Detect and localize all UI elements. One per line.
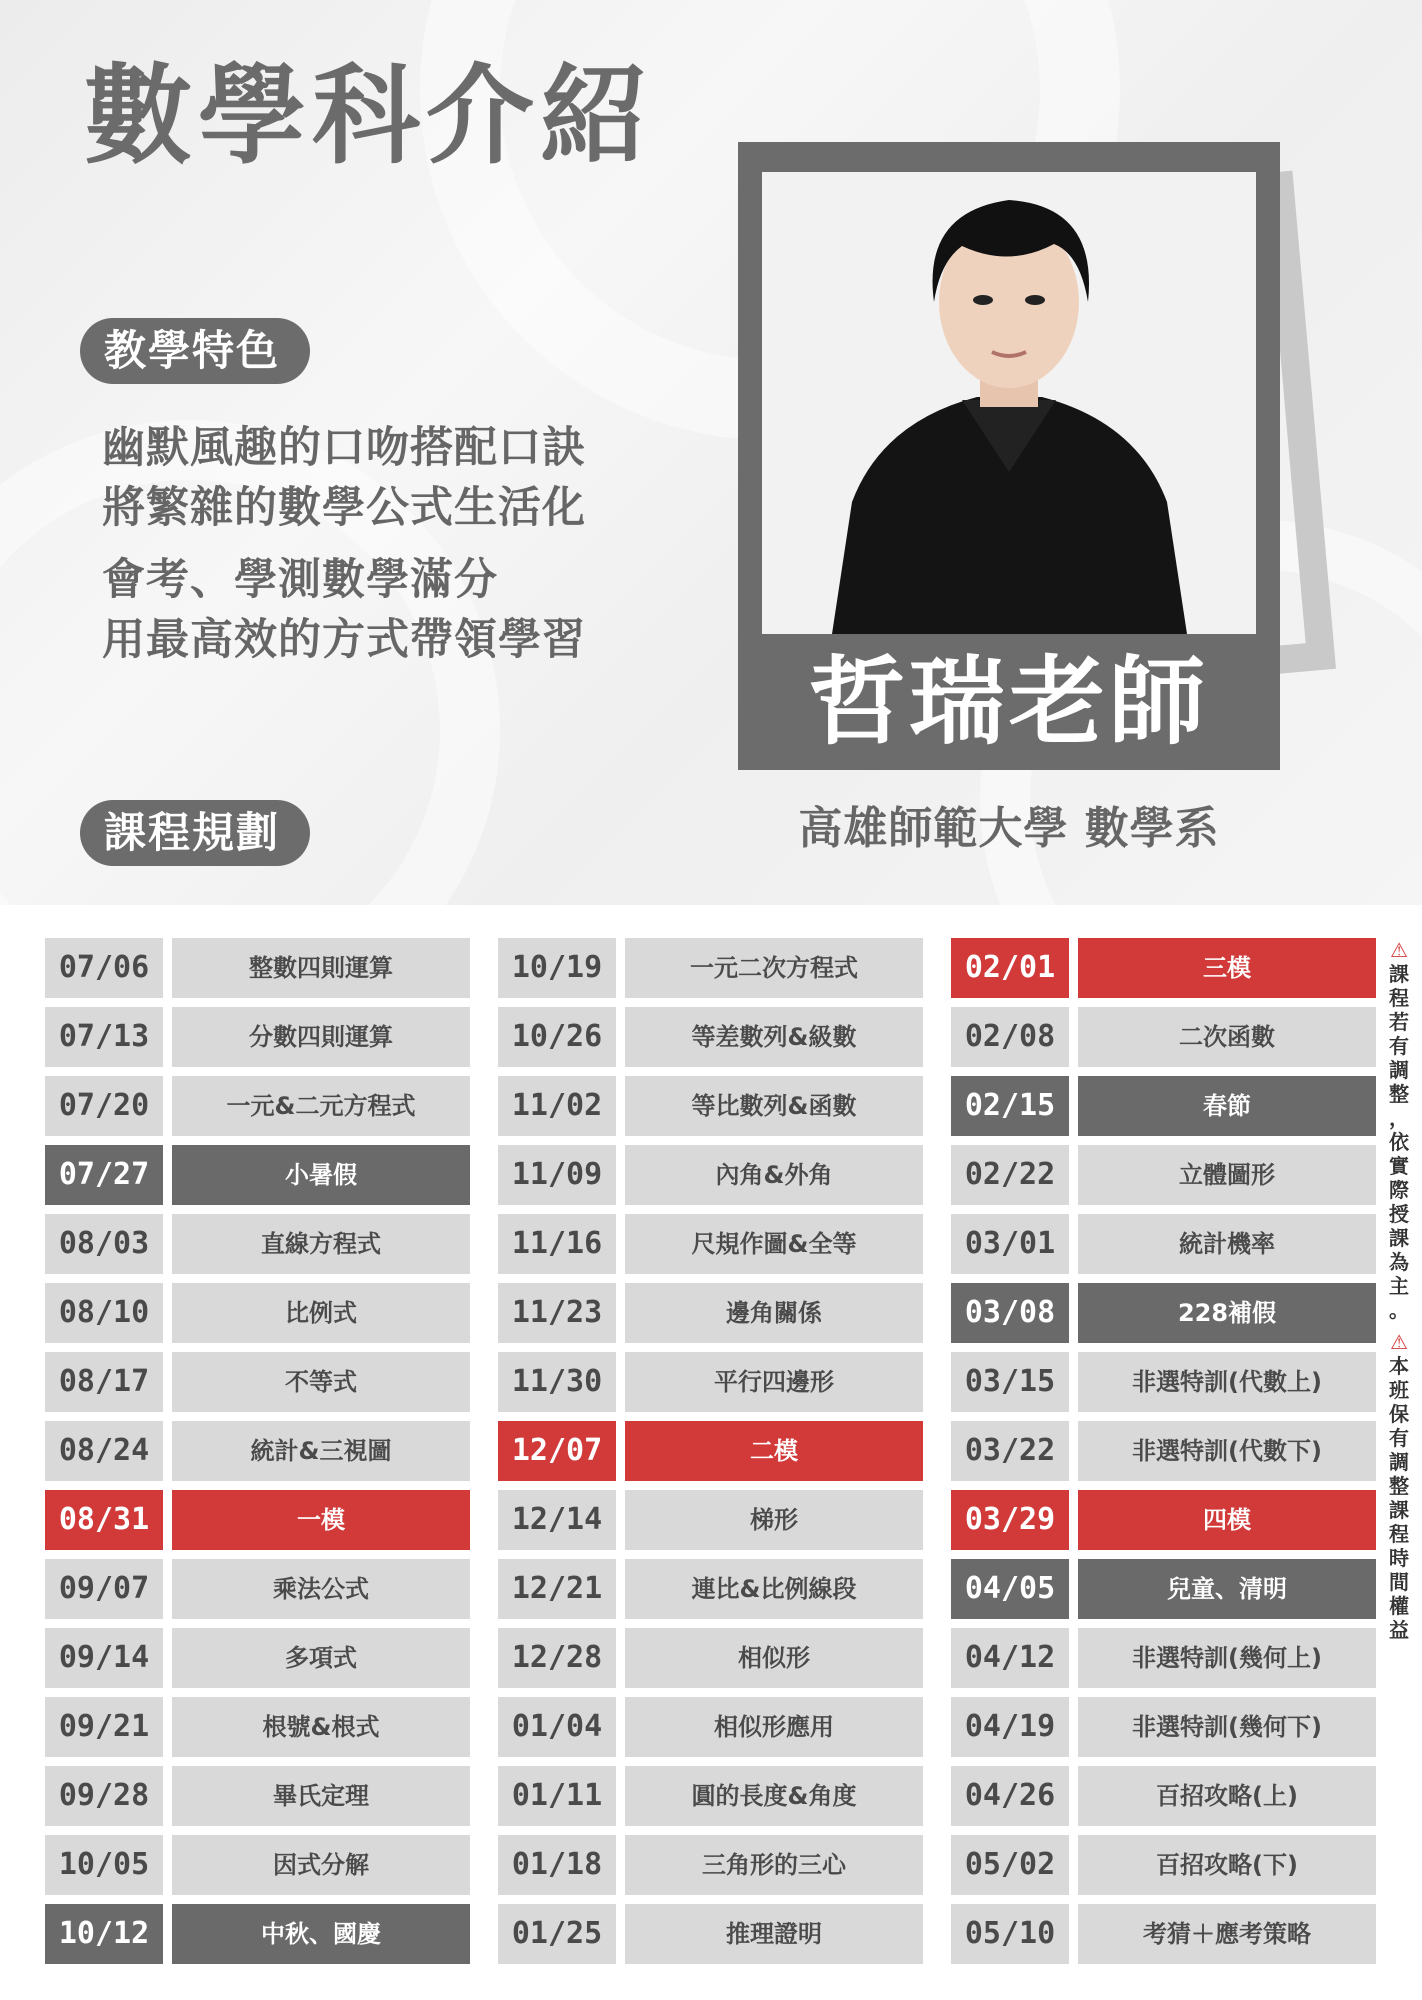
schedule-row <box>951 938 1376 998</box>
schedule-topic: 等差數列&級數 <box>625 1007 923 1067</box>
schedule-row <box>951 1628 1376 1688</box>
schedule-row <box>498 1904 923 1964</box>
schedule-date: 12/21 <box>498 1559 616 1619</box>
schedule-date: 08/24 <box>45 1421 163 1481</box>
schedule-date: 03/22 <box>951 1421 1069 1481</box>
feature-block-1 <box>102 418 586 538</box>
schedule-date: 08/10 <box>45 1283 163 1343</box>
schedule-topic: 春節 <box>1078 1076 1376 1136</box>
schedule-date: 03/15 <box>951 1352 1069 1412</box>
schedule-row <box>498 1145 923 1205</box>
schedule-topic: 梯形 <box>625 1490 923 1550</box>
schedule-row <box>45 1214 470 1274</box>
schedule-row <box>498 1559 923 1619</box>
schedule-topic: 圓的長度&角度 <box>625 1766 923 1826</box>
schedule-date: 01/25 <box>498 1904 616 1964</box>
schedule-row <box>45 1904 470 1964</box>
schedule-topic: 三角形的三心 <box>625 1835 923 1895</box>
schedule-row <box>498 1697 923 1757</box>
schedule-topic: 中秋、國慶 <box>172 1904 470 1964</box>
schedule-topic: 分數四則運算 <box>172 1007 470 1067</box>
schedule-date: 08/17 <box>45 1352 163 1412</box>
schedule-note-text: 本 班 保 有 調 整 課 程 時 間 權 益 <box>1389 1354 1409 1642</box>
schedule-row <box>45 1352 470 1412</box>
schedule-date: 10/05 <box>45 1835 163 1895</box>
schedule-topic: 一元二次方程式 <box>625 938 923 998</box>
schedule-row <box>45 1835 470 1895</box>
schedule-row <box>951 1697 1376 1757</box>
schedule-topic: 根號&根式 <box>172 1697 470 1757</box>
warning-icon: ⚠ <box>1390 938 1408 962</box>
schedule-date: 07/27 <box>45 1145 163 1205</box>
schedule-topic: 邊角關係 <box>625 1283 923 1343</box>
warning-icon: ⚠ <box>1390 1330 1408 1354</box>
schedule-note-text: 課 程 若 有 調 整 ， 依 實 際 授 課 為 主 。 <box>1389 962 1409 1322</box>
teacher-portrait-icon <box>762 172 1256 634</box>
schedule-row <box>45 1559 470 1619</box>
schedule-topic: 非選特訓(幾何下) <box>1078 1697 1376 1757</box>
schedule-topic: 平行四邊形 <box>625 1352 923 1412</box>
teacher-name: 哲瑞老師 <box>809 646 1209 758</box>
schedule-date: 10/26 <box>498 1007 616 1067</box>
schedule-row <box>951 1490 1376 1550</box>
schedule-row <box>498 1628 923 1688</box>
schedule-topic: 連比&比例線段 <box>625 1559 923 1619</box>
schedule-row <box>498 1490 923 1550</box>
schedule-row <box>45 1628 470 1688</box>
schedule-date: 03/29 <box>951 1490 1069 1550</box>
schedule-date: 10/12 <box>45 1904 163 1964</box>
schedule-topic: 二次函數 <box>1078 1007 1376 1067</box>
schedule-row <box>45 1076 470 1136</box>
feature-line: 用最高效的方式帶領學習 <box>102 615 586 665</box>
schedule-row <box>951 1421 1376 1481</box>
schedule-date: 09/07 <box>45 1559 163 1619</box>
schedule-topic: 統計&三視圖 <box>172 1421 470 1481</box>
schedule-topic: 畢氏定理 <box>172 1766 470 1826</box>
schedule-date: 11/16 <box>498 1214 616 1274</box>
schedule-topic: 內角&外角 <box>625 1145 923 1205</box>
schedule-topic: 因式分解 <box>172 1835 470 1895</box>
schedule-date: 04/05 <box>951 1559 1069 1619</box>
schedule-row <box>45 1145 470 1205</box>
schedule-date: 11/02 <box>498 1076 616 1136</box>
schedule-topic: 乘法公式 <box>172 1559 470 1619</box>
schedule-row <box>498 1076 923 1136</box>
schedule-row <box>951 1076 1376 1136</box>
schedule-date: 07/06 <box>45 938 163 998</box>
schedule-topic: 兒童、清明 <box>1078 1559 1376 1619</box>
schedule-row <box>498 938 923 998</box>
schedule-topic: 等比數列&函數 <box>625 1076 923 1136</box>
schedule-topic: 比例式 <box>172 1283 470 1343</box>
schedule-topic: 考猜＋應考策略 <box>1078 1904 1376 1964</box>
feature-line: 幽默風趣的口吻搭配口訣 <box>102 423 586 473</box>
course-label: 課程規劃 <box>80 800 310 866</box>
schedule-topic: 相似形應用 <box>625 1697 923 1757</box>
schedule-date: 09/28 <box>45 1766 163 1826</box>
schedule-row <box>45 938 470 998</box>
page-title: 數學科介紹 <box>84 54 655 179</box>
schedule-topic: 非選特訓(代數上) <box>1078 1352 1376 1412</box>
features-label: 教學特色 <box>80 318 310 384</box>
schedule-date: 11/09 <box>498 1145 616 1205</box>
schedule-date: 01/04 <box>498 1697 616 1757</box>
schedule-date: 07/13 <box>45 1007 163 1067</box>
schedule-topic: 不等式 <box>172 1352 470 1412</box>
schedule-row <box>45 1490 470 1550</box>
schedule-date: 11/23 <box>498 1283 616 1343</box>
schedule-row <box>45 1007 470 1067</box>
schedule-row <box>498 1421 923 1481</box>
schedule-row <box>498 1283 923 1343</box>
schedule-row <box>45 1283 470 1343</box>
schedule-date: 04/26 <box>951 1766 1069 1826</box>
schedule-row <box>951 1145 1376 1205</box>
schedule-topic: 四模 <box>1078 1490 1376 1550</box>
schedule-row <box>951 1835 1376 1895</box>
schedule-date: 03/01 <box>951 1214 1069 1274</box>
teacher-school: 高雄師範大學 數學系 <box>798 803 1220 854</box>
schedule-date: 04/19 <box>951 1697 1069 1757</box>
schedule-date: 04/12 <box>951 1628 1069 1688</box>
schedule-topic: 非選特訓(幾何上) <box>1078 1628 1376 1688</box>
schedule-date: 07/20 <box>45 1076 163 1136</box>
schedule-date: 09/21 <box>45 1697 163 1757</box>
schedule-topic: 整數四則運算 <box>172 938 470 998</box>
schedule-notes <box>1384 938 1414 1650</box>
teacher-photo-frame <box>738 142 1280 770</box>
schedule-row <box>951 1904 1376 1964</box>
schedule-row <box>498 1214 923 1274</box>
schedule-date: 10/19 <box>498 938 616 998</box>
schedule-topic: 一模 <box>172 1490 470 1550</box>
schedule-row <box>951 1007 1376 1067</box>
schedule-date: 12/28 <box>498 1628 616 1688</box>
schedule-date: 02/08 <box>951 1007 1069 1067</box>
schedule-date: 11/30 <box>498 1352 616 1412</box>
schedule-row <box>45 1766 470 1826</box>
schedule-date: 08/03 <box>45 1214 163 1274</box>
schedule-date: 09/14 <box>45 1628 163 1688</box>
feature-block-2 <box>102 550 586 670</box>
schedule-date: 02/22 <box>951 1145 1069 1205</box>
schedule-row <box>498 1766 923 1826</box>
schedule-row <box>498 1007 923 1067</box>
schedule-topic: 立體圖形 <box>1078 1145 1376 1205</box>
schedule-date: 03/08 <box>951 1283 1069 1343</box>
schedule-row <box>498 1835 923 1895</box>
schedule-topic: 推理證明 <box>625 1904 923 1964</box>
schedule-date: 12/14 <box>498 1490 616 1550</box>
schedule-date: 08/31 <box>45 1490 163 1550</box>
schedule-row <box>45 1697 470 1757</box>
feature-line: 會考、學測數學滿分 <box>102 555 498 605</box>
schedule-row <box>951 1352 1376 1412</box>
schedule-row <box>951 1559 1376 1619</box>
schedule-row <box>951 1214 1376 1274</box>
schedule-date: 12/07 <box>498 1421 616 1481</box>
schedule-topic: 多項式 <box>172 1628 470 1688</box>
schedule-date: 05/10 <box>951 1904 1069 1964</box>
schedule-topic: 一元&二元方程式 <box>172 1076 470 1136</box>
schedule-topic: 百招攻略(上) <box>1078 1766 1376 1826</box>
schedule-topic: 三模 <box>1078 938 1376 998</box>
schedule-date: 01/18 <box>498 1835 616 1895</box>
schedule-topic: 相似形 <box>625 1628 923 1688</box>
schedule-topic: 228補假 <box>1078 1283 1376 1343</box>
schedule-topic: 非選特訓(代數下) <box>1078 1421 1376 1481</box>
feature-line: 將繁雜的數學公式生活化 <box>102 483 586 533</box>
schedule-row <box>951 1766 1376 1826</box>
schedule-date: 01/11 <box>498 1766 616 1826</box>
schedule-row <box>498 1352 923 1412</box>
schedule-topic: 二模 <box>625 1421 923 1481</box>
schedule-topic: 尺規作圖&全等 <box>625 1214 923 1274</box>
schedule-row <box>45 1421 470 1481</box>
schedule-topic: 統計機率 <box>1078 1214 1376 1274</box>
schedule-date: 02/15 <box>951 1076 1069 1136</box>
schedule-date: 02/01 <box>951 938 1069 998</box>
schedule-row <box>951 1283 1376 1343</box>
schedule-date: 05/02 <box>951 1835 1069 1895</box>
schedule-topic: 小暑假 <box>172 1145 470 1205</box>
schedule-topic: 百招攻略(下) <box>1078 1835 1376 1895</box>
teacher-photo <box>762 172 1256 634</box>
schedule-topic: 直線方程式 <box>172 1214 470 1274</box>
